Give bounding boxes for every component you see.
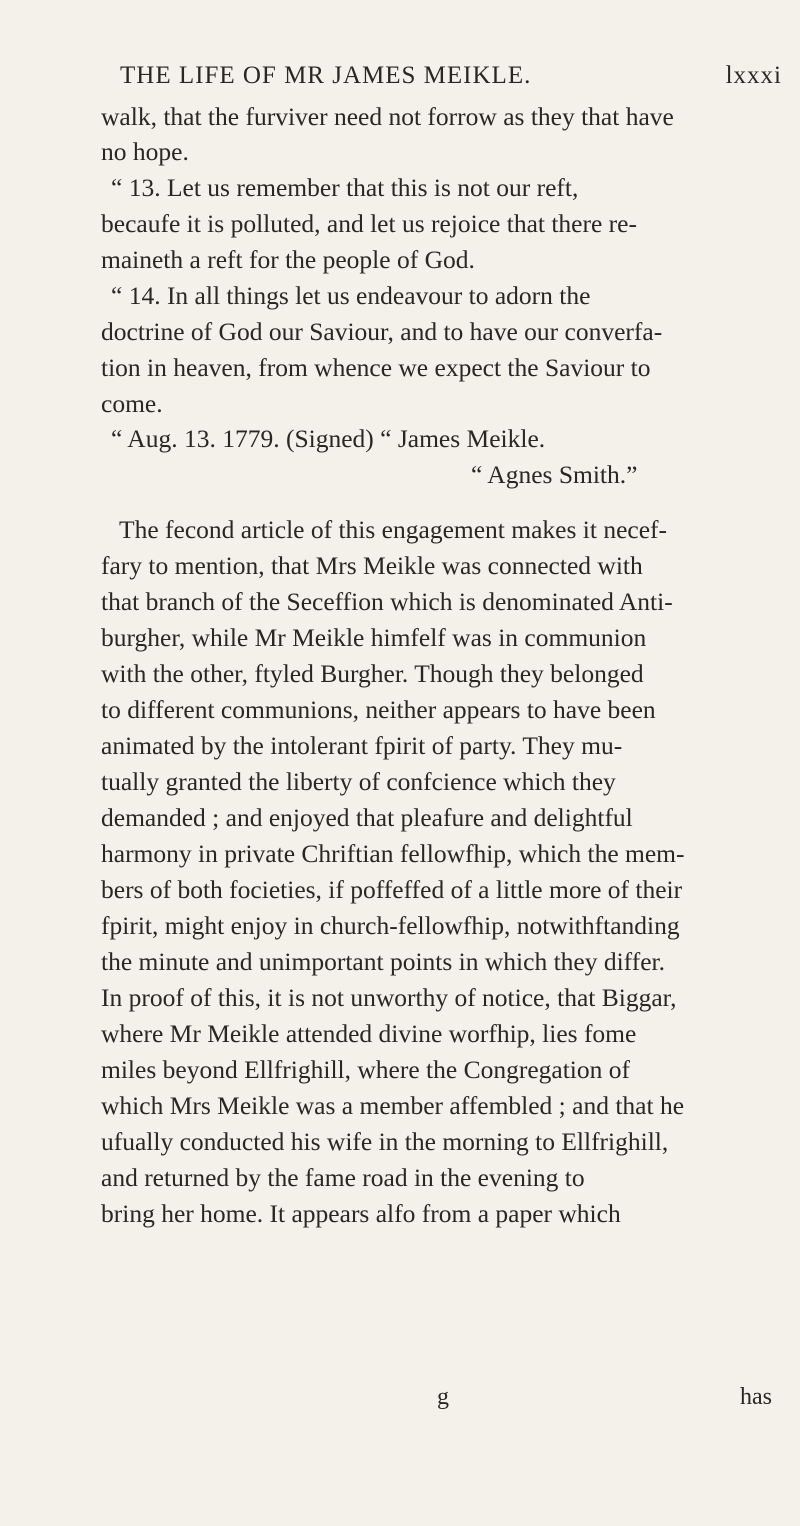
text-line: miles beyond Ellfrighill, where the Congregation of [101, 1055, 631, 1084]
text-line: that branch of the Seceffion which is denominated Anti- [101, 587, 673, 616]
text-line: come. [101, 389, 163, 418]
text-line: bring her home. It appears alfo from a paper which [101, 1199, 621, 1228]
text-line: fpirit, might enjoy in church-fellowfhip, notwithftanding [101, 911, 680, 940]
text-line: fary to mention, that Mrs Meikle was connected with [101, 551, 643, 580]
text-line: bers of both focieties, if poffeffed of a little more of their [101, 875, 683, 904]
text-line: animated by the intolerant fpirit of party. They mu- [101, 731, 623, 760]
signature-mark: g [437, 1384, 449, 1410]
running-header [110, 62, 782, 102]
text-line: becaufe it is polluted, and let us rejoice that there re- [101, 209, 637, 238]
text-line: tually granted the liberty of confcience which they [101, 767, 616, 796]
page-footer [0, 1384, 800, 1424]
text-line: with the other, ftyled Burgher. Though they belonged [101, 659, 644, 688]
text-line: doctrine of God our Saviour, and to have our converfa- [101, 317, 663, 346]
text-line: In proof of this, it is not unworthy of notice, that Biggar, [101, 983, 677, 1012]
text-line: no hope. [101, 137, 189, 166]
signature-date-line: “ Aug. 13. 1779. (Signed) “ James Meikle. [111, 424, 546, 453]
text-line: and returned by the fame road in the evening to [101, 1163, 585, 1192]
text-line: harmony in private Chriftian fellowfhip, which the mem- [101, 839, 685, 868]
text-line: demanded ; and enjoyed that pleafure and delightful [101, 803, 633, 832]
catchword: has [740, 1384, 772, 1410]
text-line: “ 14. In all things let us endeavour to adorn the [111, 281, 591, 310]
signature-line: “ Agnes Smith.” [471, 460, 638, 489]
text-line: maineth a reft for the people of God. [101, 245, 475, 274]
text-line: where Mr Meikle attended divine worfhip, lies fome [101, 1019, 637, 1048]
text-line: burgher, while Mr Meikle himfelf was in communion [101, 623, 647, 652]
text-line: the minute and unimportant points in which they differ. [101, 947, 665, 976]
text-line: to different communions, neither appears to have been [101, 695, 656, 724]
text-line: “ 13. Let us remember that this is not our reft, [111, 173, 579, 202]
text-line: walk, that the furviver need not forrow as they that have [101, 102, 674, 131]
running-title: THE LIFE OF MR JAMES MEIKLE. [120, 62, 532, 89]
text-line: tion in heaven, from whence we expect the Saviour to [101, 353, 651, 382]
page-number: lxxxi [725, 62, 782, 89]
text-line: which Mrs Meikle was a member affembled ; and that he [101, 1091, 685, 1120]
text-line: The fecond article of this engagement makes it necef- [119, 515, 668, 544]
text-line: ufually conducted his wife in the morning to Ellfrighill, [101, 1127, 669, 1156]
